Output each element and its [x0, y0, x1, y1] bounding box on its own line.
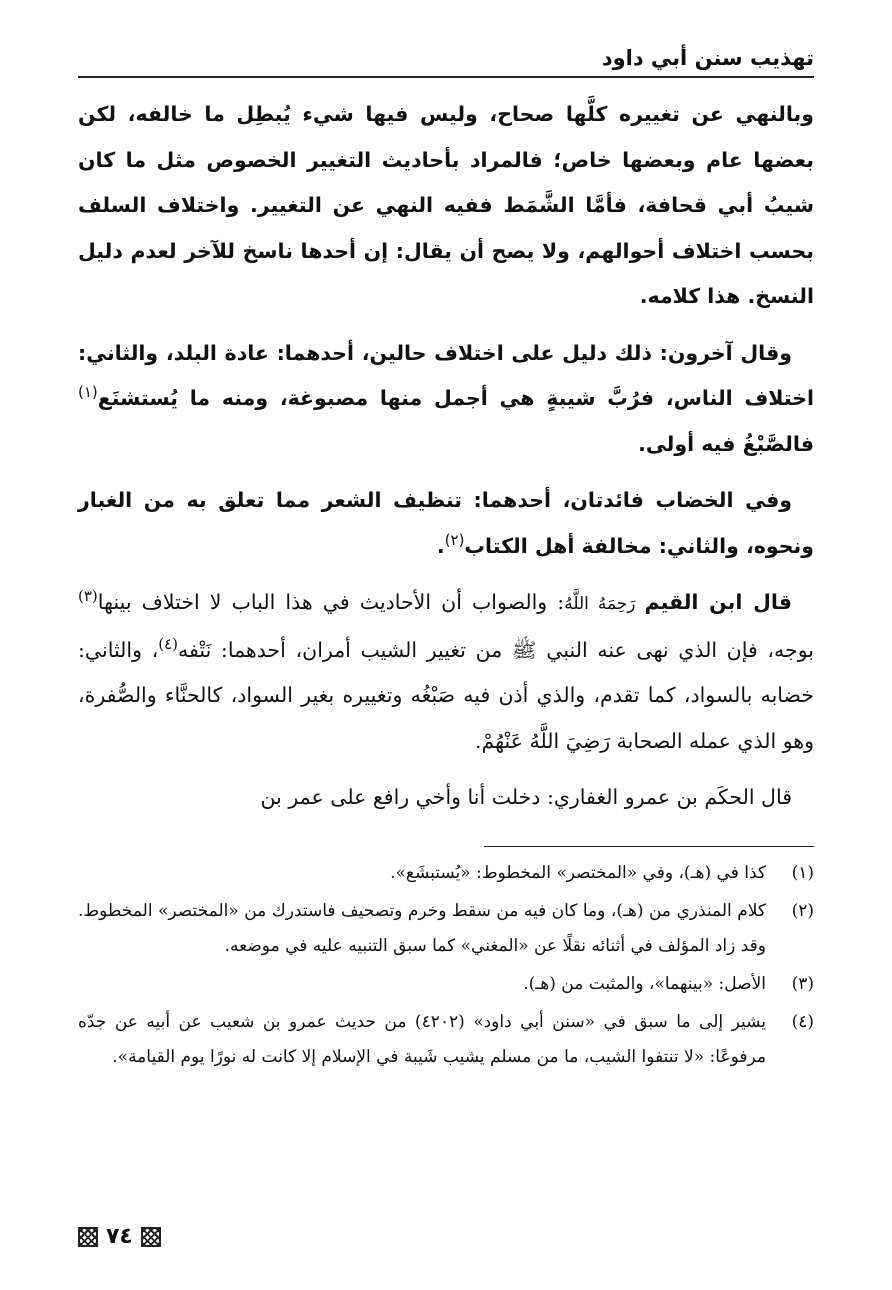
paragraph-text: بوجه، فإن الذي نهى عنه النبي ﷺ من تغيير الشيب أمران، أحدهما: نَتْفه — [178, 637, 814, 662]
footnote-number: (٤) — [791, 1012, 814, 1032]
paragraph-2 — [78, 331, 814, 468]
footnote-1 — [78, 856, 814, 891]
footnotes — [78, 856, 814, 1078]
honorific: رَحِمَهُ اللَّهُ — [564, 594, 645, 614]
paragraph-text: . — [436, 533, 445, 558]
paragraph-5: قال الحكَم بن عمرو الغفاري: دخلت أنا وأخي رافع على عمر بن — [260, 785, 792, 809]
page-header — [78, 40, 814, 78]
footnote-divider — [484, 846, 814, 847]
footnote-number: (٢) — [791, 901, 814, 921]
footnote-number: (٣) — [791, 974, 814, 994]
footnote-ref-3: (٣) — [78, 587, 98, 606]
footnote-ref-1: (١) — [78, 383, 98, 402]
footnote-text: يشير إلى ما سبق في «سنن أبي داود» (٤٢٠٢) من حديث عمرو بن شعيب عن أبيه عن جدّه مرفوعًا: «لا تنتفوا الشيب، ما من مسلم يشيب شَيبة في الإسلام إلا كانت له نورًا يوم القيامة». — [78, 1012, 766, 1067]
footnote-text: كلام المنذري من (هـ)، وما كان فيه من سقط وخرم وتصحيف فاستدرك من «المختصر» المخطوط. وقد زاد المؤلف في أثنائه نقلًا عن «المغني» كما سبق التنبيه عليه في موضعه. — [78, 901, 766, 956]
square-ornament-icon — [141, 1227, 161, 1247]
footnote-number: (١) — [791, 863, 814, 883]
paragraph-text: فالصَّبْغُ فيه أولى. — [638, 431, 814, 456]
footnote-ref-2: (٢) — [444, 530, 465, 549]
running-title: تهذيب سنن أبي داود — [601, 46, 814, 70]
speaker-name: قال ابن القيم — [644, 590, 792, 614]
square-ornament-icon — [78, 1227, 98, 1247]
paragraph-1: وبالنهي عن تغييره كلَّها صحاح، وليس فيها شيء يُبطِل ما خالفه، لكن بعضها عام وبعضها خاص؛ فالمراد بأحاديث التغيير الخصوص مثل ما كان شيبُ أبي قحافة، فأمَّا الشَّمَط ففيه النهي عن التغيير. واختلاف السلف بحسب اختلاف أحوالهم، ولا يصح أن يقال: إن أحدها ناسخ للآخر لعدم دليل النسخ. هذا كلامه. — [78, 102, 814, 308]
footnote-text: الأصل: «بينهما»، والمثبت من (هـ). — [523, 974, 766, 994]
paragraph-text: : والصواب أن الأحاديث في هذا الباب لا اختلاف بينها — [97, 590, 565, 614]
footnote-3 — [78, 967, 814, 1002]
paragraph-text: ، والثاني: خضابه بالسواد، كما تقدم، والذي أذن فيه صَبْغُه وتغييره بغير السواد، كالحنَّاء والصُّفرة، وهو الذي عمله الصحابة رَضِيَ اللَّهُ عَنْهُمْ. — [78, 637, 814, 753]
paragraph-4 — [78, 580, 814, 764]
paragraph-3 — [78, 478, 814, 569]
footnote-4 — [78, 1005, 814, 1075]
footnote-ref-4: (٤) — [158, 634, 179, 653]
footnote-text: كذا في (هـ)، وفي «المختصر» المخطوط: «يُستبشَع». — [390, 863, 766, 883]
page-footer — [78, 1224, 161, 1249]
page-number: ٧٤ — [106, 1224, 133, 1249]
paragraph-text: وفي الخضاب فائدتان، أحدهما: تنظيف الشعر مما تعلق به من الغبار ونحوه، والثاني: مخالفة أهل الكتاب — [78, 488, 814, 558]
main-text — [78, 92, 814, 832]
footnote-2 — [78, 894, 814, 964]
paragraph-text: وقال آخرون: ذلك دليل على اختلاف حالين، أحدهما: عادة البلد، والثاني: اختلاف الناس، فرُبَّ شيبةٍ هي أجمل منها مصبوغة، ومنه ما يُستشنَع — [78, 340, 814, 410]
